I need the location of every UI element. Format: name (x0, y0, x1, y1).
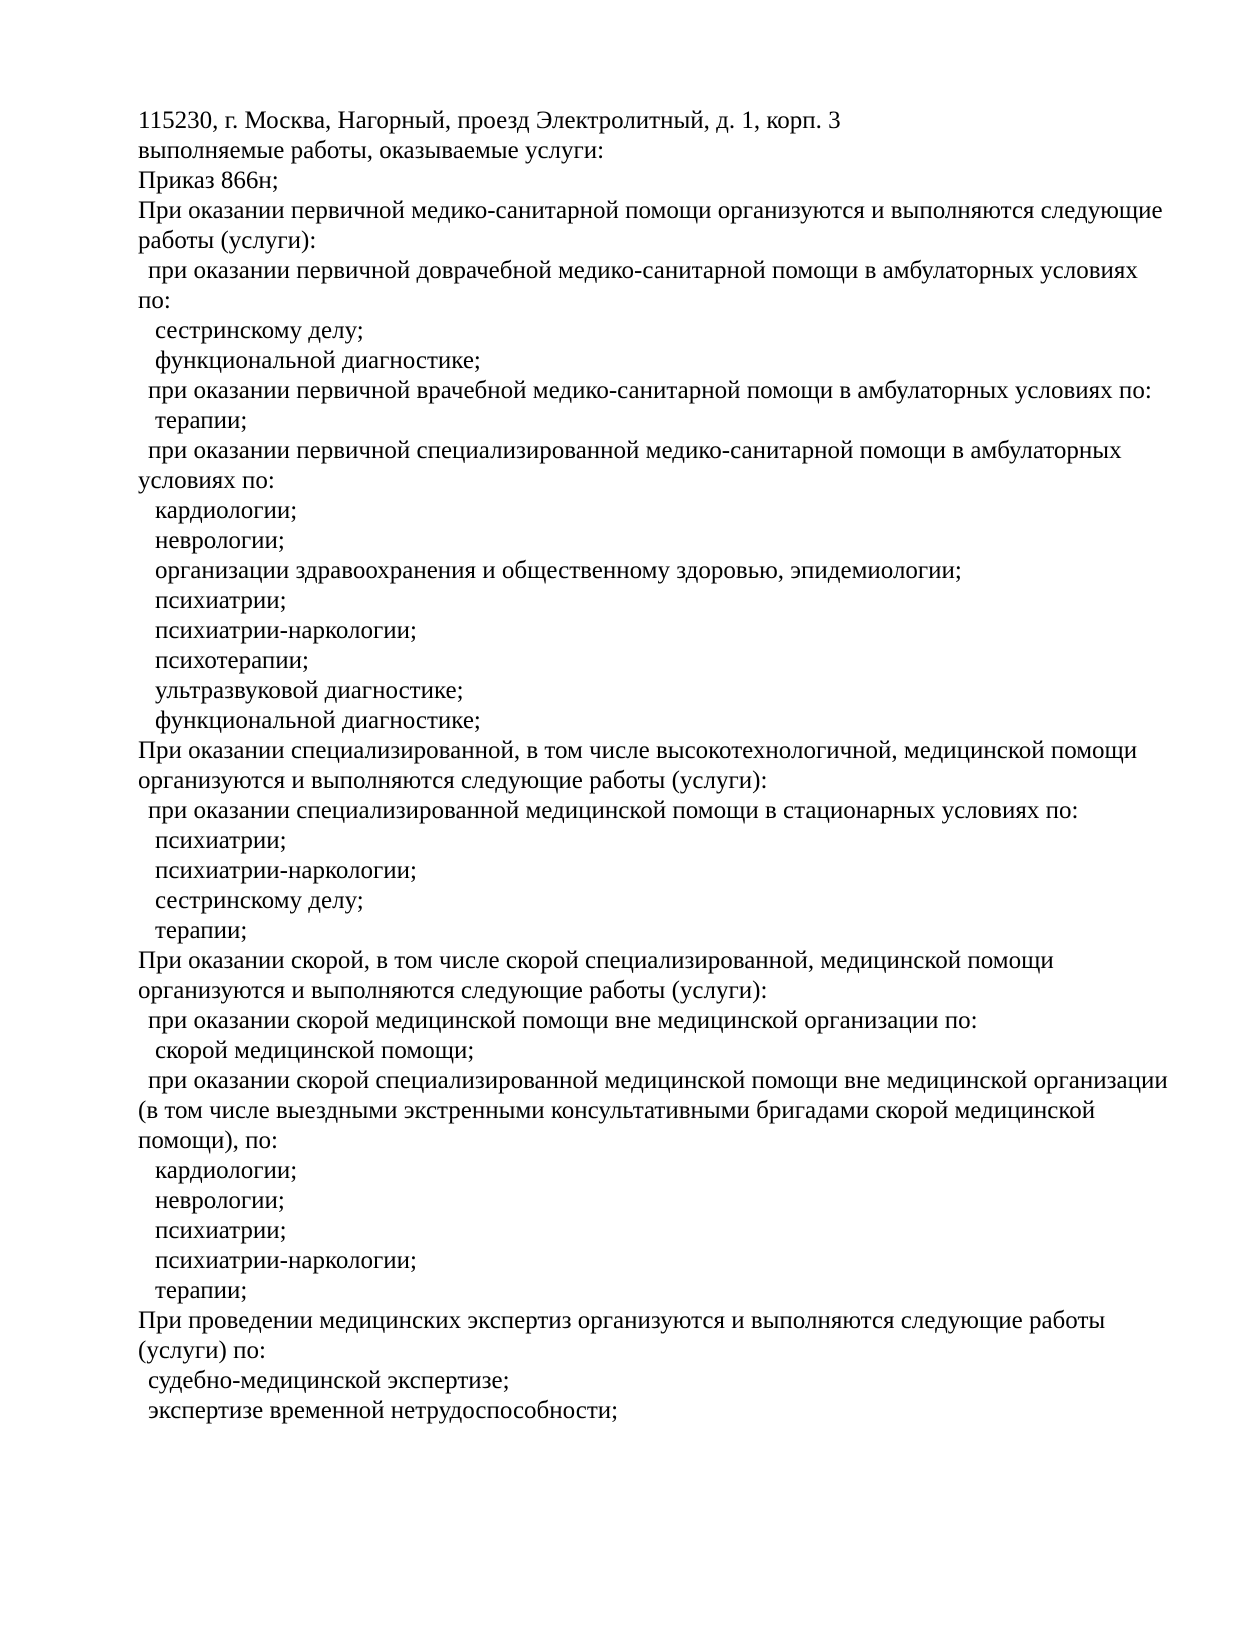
text-line: ультразвуковой диагностике; (155, 677, 464, 704)
text-line: психиатрии-наркологии; (155, 857, 417, 884)
text-line: организуются и выполняются следующие работы (услуги): (138, 767, 768, 794)
text-line: Приказ 866н; (138, 167, 279, 194)
text-line: 115230, г. Москва, Нагорный, проезд Электролитный, д. 1, корп. 3 (138, 107, 841, 134)
text-line: (услуги) по: (138, 1337, 266, 1364)
text-line: При проведении медицинских экспертиз организуются и выполняются следующие работы (138, 1307, 1106, 1334)
text-line: при оказании первичной врачебной медико-санитарной помощи в амбулаторных условиях по: (148, 377, 1152, 404)
text-line: терапии; (155, 917, 248, 944)
text-line: При оказании скорой, в том числе скорой специализированной, медицинской помощи (138, 947, 1054, 974)
text-line: неврологии; (155, 1187, 285, 1214)
text-line: психиатрии; (155, 827, 287, 854)
text-line: функциональной диагностике; (155, 347, 481, 374)
text-line: при оказании первичной доврачебной медико-санитарной помощи в амбулаторных условиях (148, 257, 1138, 284)
text-line: функциональной диагностике; (155, 707, 481, 734)
text-line: психотерапии; (155, 647, 309, 674)
text-line: психиатрии; (155, 1217, 287, 1244)
text-line: работы (услуги): (138, 227, 317, 254)
text-line: неврологии; (155, 527, 285, 554)
text-line: при оказании скорой медицинской помощи вне медицинской организации по: (148, 1007, 978, 1034)
text-line: психиатрии; (155, 587, 287, 614)
text-line: организации здравоохранения и общественному здоровью, эпидемиологии; (155, 557, 962, 584)
text-line: выполняемые работы, оказываемые услуги: (138, 137, 605, 164)
text-line: кардиологии; (155, 1157, 298, 1184)
text-line: терапии; (155, 1277, 248, 1304)
text-line: по: (138, 287, 171, 314)
text-line: при оказании специализированной медицинской помощи в стационарных условиях по: (148, 797, 1079, 824)
text-line: При оказании специализированной, в том числе высокотехнологичной, медицинской помощи (138, 737, 1138, 764)
text-line: экспертизе временной нетрудоспособности; (148, 1397, 619, 1424)
text-line: при оказании скорой специализированной медицинской помощи вне медицинской организации (148, 1067, 1168, 1094)
text-line: терапии; (155, 407, 248, 434)
license-works-services-text (138, 106, 1168, 1426)
text-line: психиатрии-наркологии; (155, 1247, 417, 1274)
text-line: при оказании первичной специализированной медико-санитарной помощи в амбулаторных (148, 437, 1122, 464)
text-line: (в том числе выездными экстренными консультативными бригадами скорой медицинской (138, 1097, 1096, 1124)
text-line: судебно-медицинской экспертизе; (148, 1367, 510, 1394)
text-line: условиях по: (138, 467, 275, 494)
text-line: скорой медицинской помощи; (155, 1037, 475, 1064)
text-line: сестринскому делу; (155, 887, 364, 914)
text-line: При оказании первичной медико-санитарной помощи организуются и выполняются следующие (138, 197, 1163, 224)
text-line: помощи), по: (138, 1127, 279, 1154)
text-line: психиатрии-наркологии; (155, 617, 417, 644)
text-line: кардиологии; (155, 497, 298, 524)
text-line: сестринскому делу; (155, 317, 364, 344)
text-line: организуются и выполняются следующие работы (услуги): (138, 977, 768, 1004)
